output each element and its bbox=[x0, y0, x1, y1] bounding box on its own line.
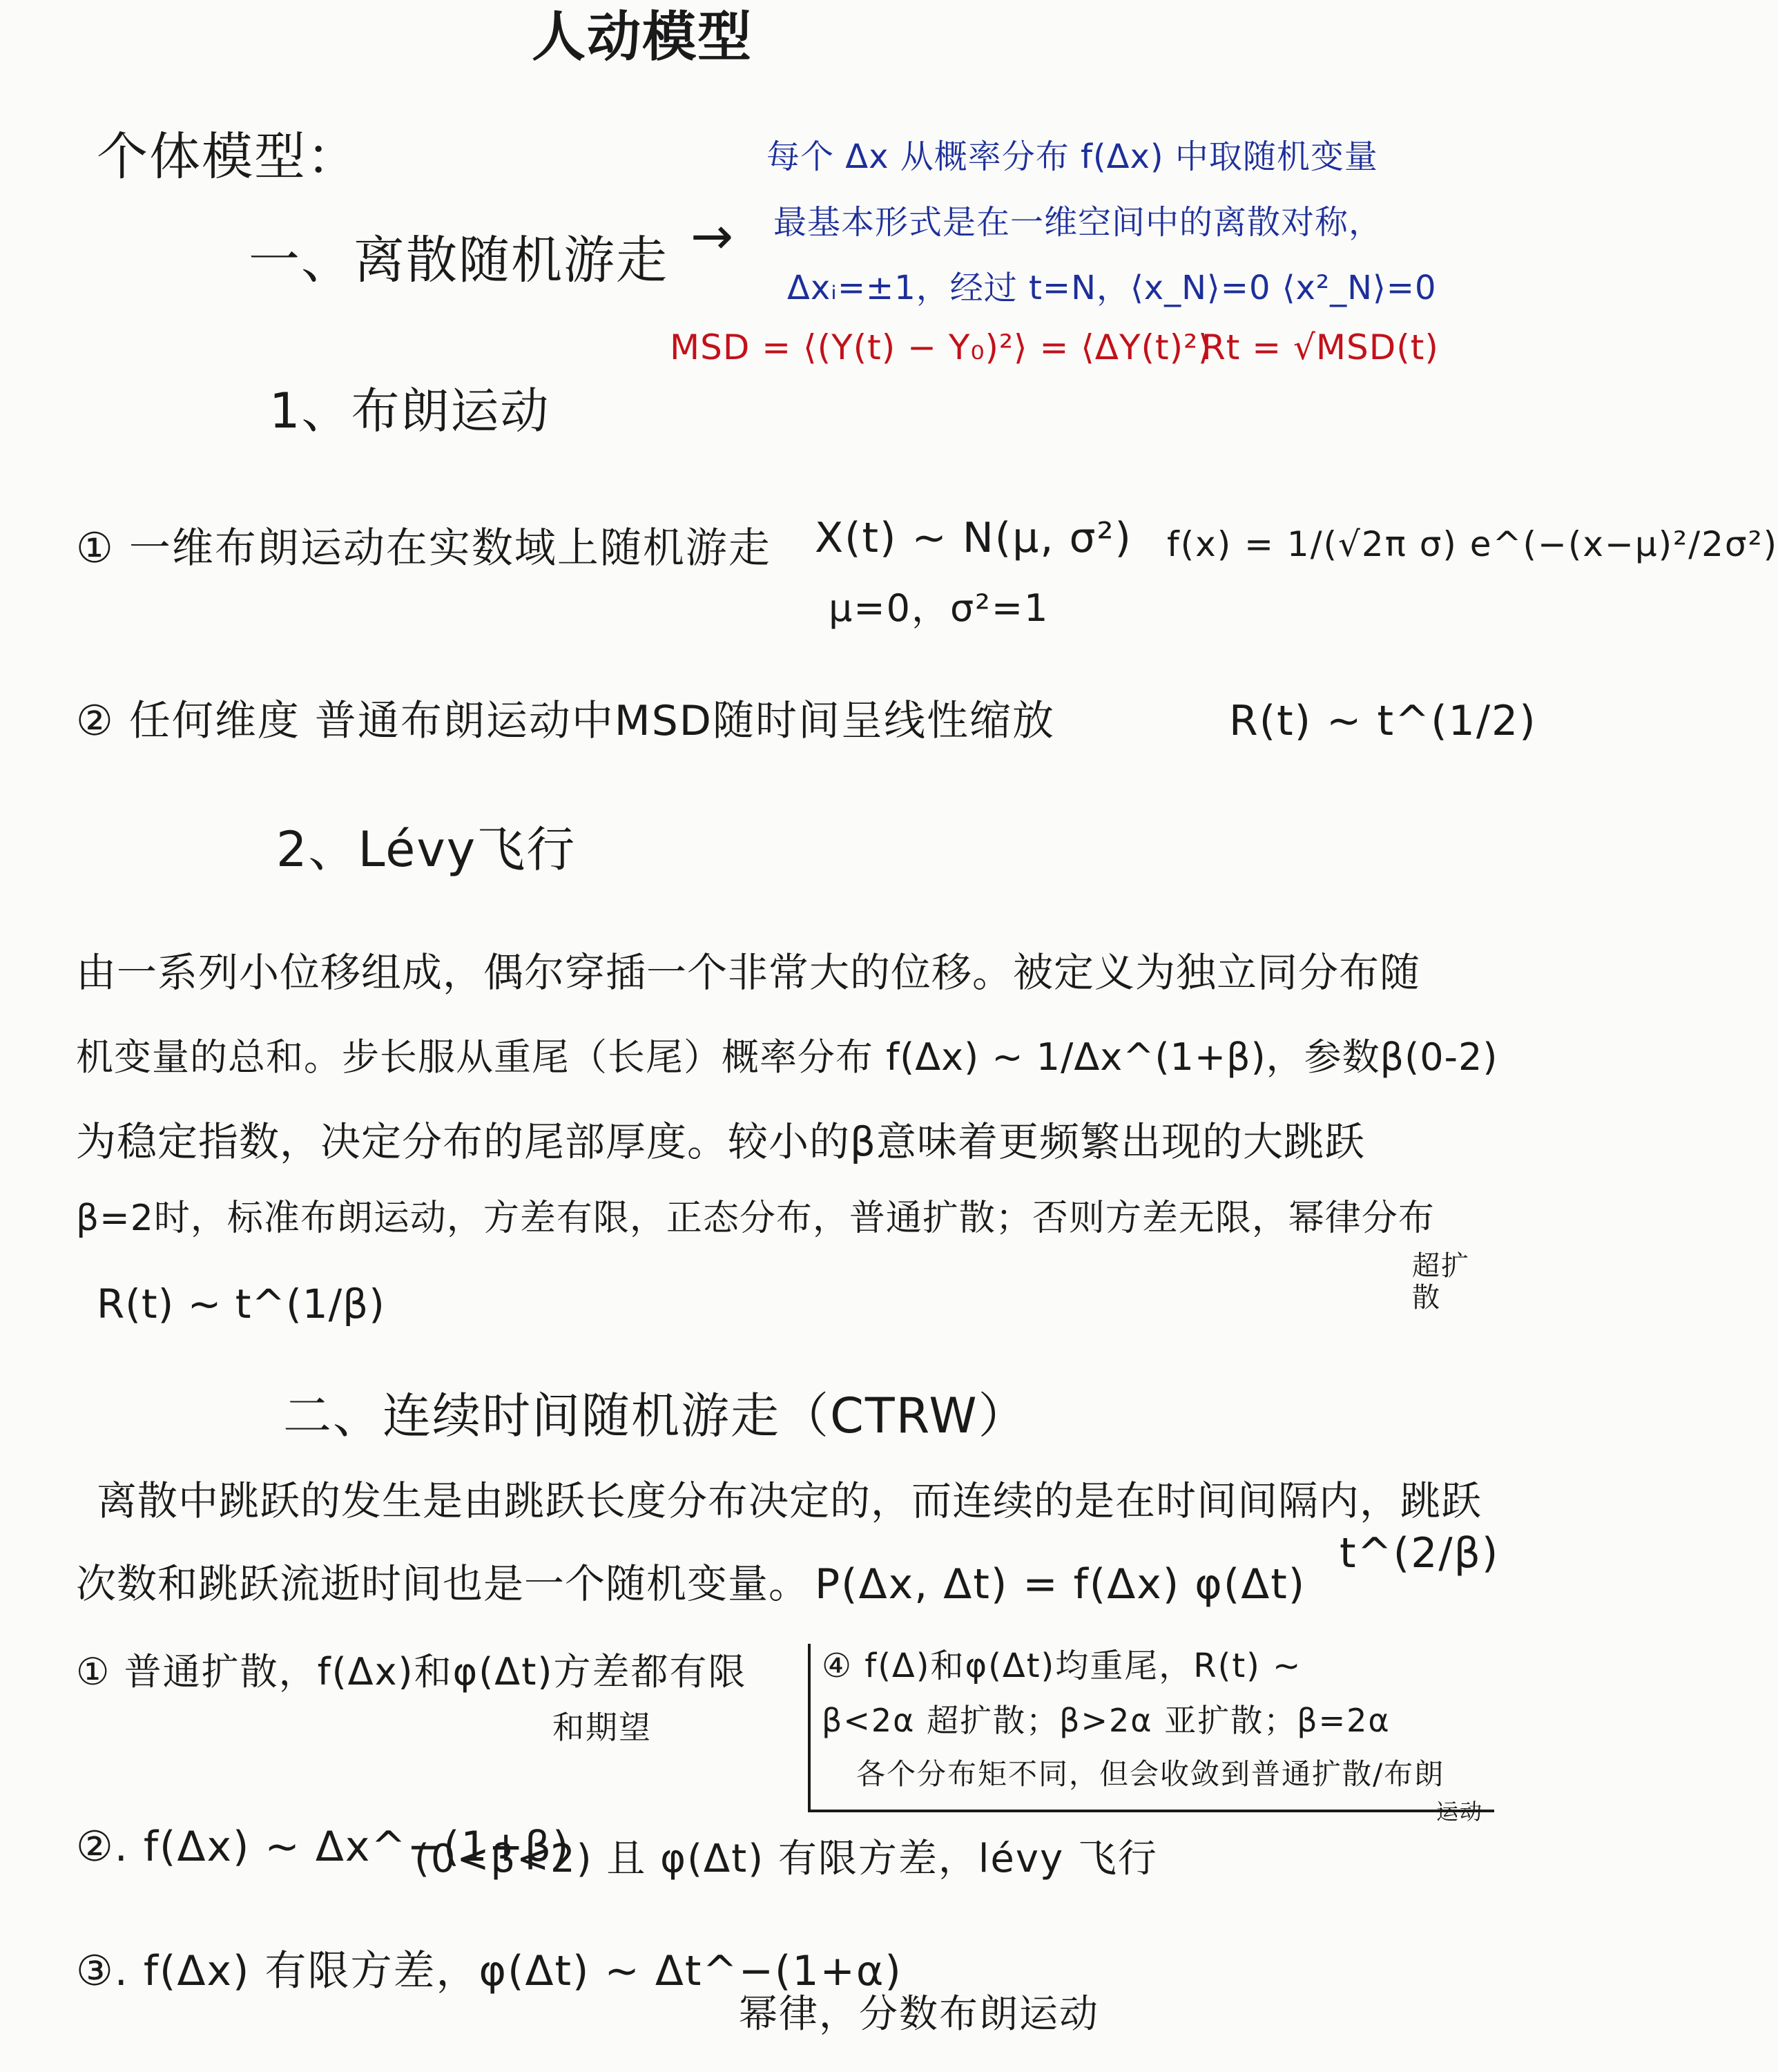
levy-line-5: R(t) ~ t^(1/β) bbox=[97, 1280, 385, 1327]
ctrw-line-1: 离散中跳跃的发生是由跳跃长度分布决定的，而连续的是在时间间隔内，跳跃 bbox=[97, 1477, 1482, 1524]
ctrw-item-1: ① 普通扩散，f(Δx)和φ(Δt)方差都有限 bbox=[76, 1650, 747, 1694]
subsection-levy: 2、Lévy飞行 bbox=[276, 821, 577, 878]
note-line-2: 最基本形式是在一维空间中的离散对称， bbox=[773, 203, 1383, 242]
ctrw-item-2b: (0<β<2) 且 φ(Δt) 有限方差，lévy 飞行 bbox=[414, 1836, 1158, 1881]
ctrw-box-line-3b: 运动 bbox=[1436, 1798, 1484, 1825]
levy-line-2: 机变量的总和。步长服从重尾（长尾）概率分布 f(Δx) ~ 1/Δx^(1+β)，参数β(0-2) bbox=[76, 1035, 1498, 1079]
section-1-heading: 一、离散随机游走 bbox=[249, 231, 668, 290]
ctrw-joint-formula: P(Δx, Δt) = f(Δx) φ(Δt) bbox=[815, 1560, 1306, 1609]
ctrw-box-line-1: ④ f(Δ)和φ(Δt)均重尾，R(t) ~ bbox=[822, 1647, 1302, 1685]
brownian-item-1: ① 一维布朗运动在实数域上随机游走 bbox=[76, 524, 771, 573]
brownian-item-2: ② 任何维度 普通布朗运动中MSD随时间呈线性缩放 bbox=[76, 697, 1055, 745]
section-2-heading: 二、连续时间随机游走（CTRW） bbox=[283, 1388, 1028, 1444]
ctrw-item-3b: 幂律，分数布朗运动 bbox=[739, 1992, 1099, 2037]
ctrw-item-2: ②. f(Δx) ~ Δx^−(1+β) bbox=[76, 1823, 570, 1871]
page-title: 人动模型 bbox=[532, 6, 753, 68]
ctrw-box-line-3: 各个分布矩不同，但会收敛到普通扩散/布朗 bbox=[856, 1757, 1445, 1791]
levy-line-4-tail: 超扩散 bbox=[1412, 1250, 1470, 1314]
levy-line-1: 由一系列小位移组成，偶尔穿插一个非常大的位移。被定义为独立同分布随 bbox=[76, 949, 1421, 996]
brownian-parameters: μ=0，σ²=1 bbox=[829, 586, 1050, 630]
ctrw-item-3: ③. f(Δx) 有限方差，φ(Δt) ~ Δt^−(1+α) bbox=[76, 1947, 902, 1995]
brownian-pdf: f(x) = 1/(√2π σ) e^(−(x−μ)²/2σ²) bbox=[1167, 524, 1778, 564]
heading-individual-model: 个体模型： bbox=[97, 127, 359, 186]
levy-line-3: 为稳定指数，决定分布的尾部厚度。较小的β意味着更频繁出现的大跳跃 bbox=[76, 1118, 1366, 1165]
note-line-1: 每个 Δx 从概率分布 f(Δx) 中取随机变量 bbox=[766, 137, 1378, 176]
subsection-brownian: 1、布朗运动 bbox=[269, 383, 550, 439]
ctrw-scaling: t^(2/β) bbox=[1340, 1529, 1500, 1577]
levy-line-4: β=2时，标准布朗运动，方差有限，正态分布，普通扩散；否则方差无限，幂律分布 bbox=[76, 1198, 1435, 1239]
arrow-symbol: → bbox=[690, 207, 735, 266]
ctrw-line-2: 次数和跳跃流逝时间也是一个随机变量。 bbox=[76, 1560, 810, 1607]
brownian-scaling: R(t) ~ t^(1/2) bbox=[1229, 697, 1537, 745]
ctrw-box-line-2: β<2α 超扩散；β>2α 亚扩散；β=2α bbox=[822, 1702, 1391, 1739]
brownian-distribution: X(t) ~ N(μ, σ²) bbox=[815, 514, 1132, 562]
note-line-3: Δxᵢ=±1，经过 t=N，⟨x_N⟩=0 ⟨x²_N⟩=0 bbox=[787, 269, 1437, 307]
msd-formula: MSD = ⟨(Y(t) − Y₀)²⟩ = ⟨ΔY(t)²⟩ bbox=[670, 327, 1212, 367]
rt-formula: Rt = √MSD(t) bbox=[1201, 327, 1439, 367]
ctrw-item-1b: 和期望 bbox=[552, 1709, 652, 1746]
